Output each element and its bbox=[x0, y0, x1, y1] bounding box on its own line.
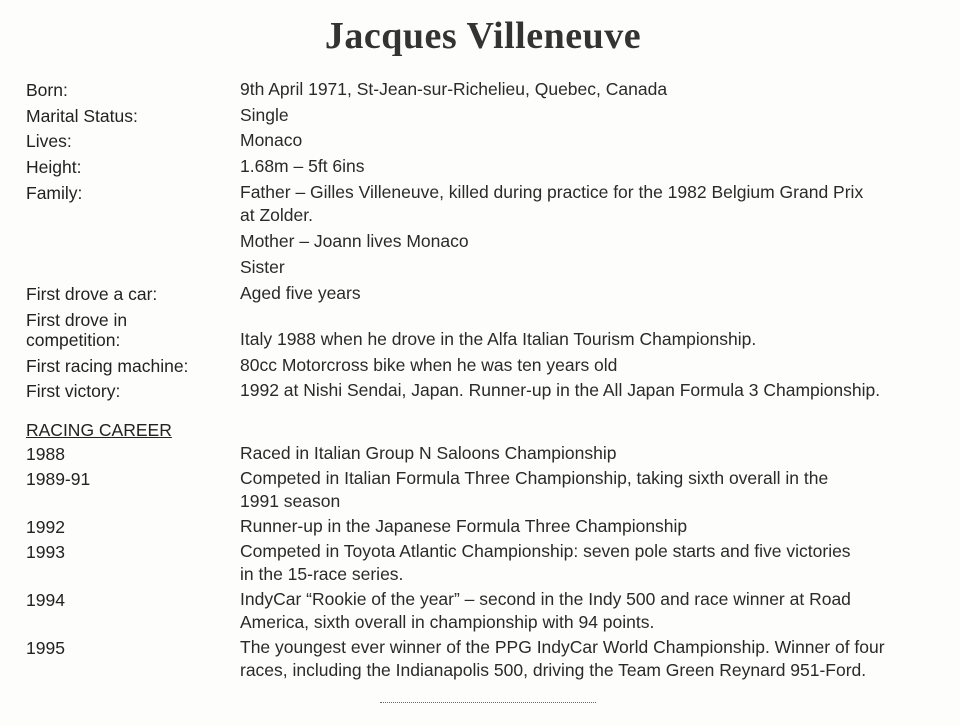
label-first-drove-competition: First drove in bbox=[26, 310, 128, 330]
career-year-1994: 1994 bbox=[26, 590, 65, 610]
value-family-father-cont: at Zolder. bbox=[240, 205, 313, 225]
career-year-1995: 1995 bbox=[26, 638, 65, 658]
value-family-mother: Mother – Joann lives Monaco bbox=[240, 231, 469, 251]
racing-career-heading: RACING CAREER bbox=[26, 420, 172, 440]
career-year-1992: 1992 bbox=[26, 517, 65, 537]
label-height: Height: bbox=[26, 157, 82, 177]
label-lives: Lives: bbox=[26, 131, 72, 151]
value-family-father: Father – Gilles Villeneuve, killed during practice for the 1982 Belgium Grand Prix bbox=[240, 182, 864, 202]
label-first-racing-machine: First racing machine: bbox=[26, 356, 189, 376]
career-text-1988: Raced in Italian Group N Saloons Championship bbox=[240, 443, 617, 463]
value-first-drove-car: Aged five years bbox=[240, 283, 361, 303]
value-marital-status: Single bbox=[240, 105, 289, 125]
label-marital-status: Marital Status: bbox=[26, 106, 138, 126]
career-text-1993: Competed in Toyota Atlantic Championship: seven pole starts and five victories bbox=[240, 541, 851, 561]
value-first-drove-competition: Italy 1988 when he drove in the Alfa Italian Tourism Championship. bbox=[240, 329, 757, 349]
label-first-drove-competition-cont: competition: bbox=[26, 330, 121, 350]
value-lives: Monaco bbox=[240, 130, 303, 150]
label-first-drove-car: First drove a car: bbox=[26, 284, 158, 304]
career-text-1989-91: Competed in Italian Formula Three Championship, taking sixth overall in the bbox=[240, 468, 829, 488]
dotted-divider bbox=[380, 702, 596, 703]
career-text-1994: IndyCar “Rookie of the year” – second in the Indy 500 and race winner at Road bbox=[240, 589, 851, 609]
value-born: 9th April 1971, St-Jean-sur-Richelieu, Quebec, Canada bbox=[240, 79, 668, 99]
label-family: Family: bbox=[26, 183, 83, 203]
career-text-1993-cont: in the 15-race series. bbox=[240, 564, 404, 584]
value-family-sister: Sister bbox=[240, 257, 285, 277]
career-text-1994-cont: America, sixth overall in championship with 94 points. bbox=[240, 612, 655, 632]
career-year-1988: 1988 bbox=[26, 444, 65, 464]
career-text-1989-91-cont: 1991 season bbox=[240, 491, 341, 511]
page-title: Jacques Villeneuve bbox=[324, 15, 642, 57]
value-first-victory: 1992 at Nishi Sendai, Japan. Runner-up in the All Japan Formula 3 Championship. bbox=[240, 380, 881, 400]
label-first-victory: First victory: bbox=[26, 381, 121, 401]
career-year-1989-91: 1989-91 bbox=[26, 469, 91, 489]
career-year-1993: 1993 bbox=[26, 542, 65, 562]
value-first-racing-machine: 80cc Motorcross bike when he was ten years old bbox=[240, 355, 618, 375]
career-text-1995-cont: races, including the Indianapolis 500, driving the Team Green Reynard 951-Ford. bbox=[240, 660, 867, 680]
career-text-1995: The youngest ever winner of the PPG IndyCar World Championship. Winner of four bbox=[240, 637, 885, 657]
label-born: Born: bbox=[26, 80, 68, 100]
value-height: 1.68m – 5ft 6ins bbox=[240, 156, 365, 176]
career-text-1992: Runner-up in the Japanese Formula Three Championship bbox=[240, 516, 688, 536]
